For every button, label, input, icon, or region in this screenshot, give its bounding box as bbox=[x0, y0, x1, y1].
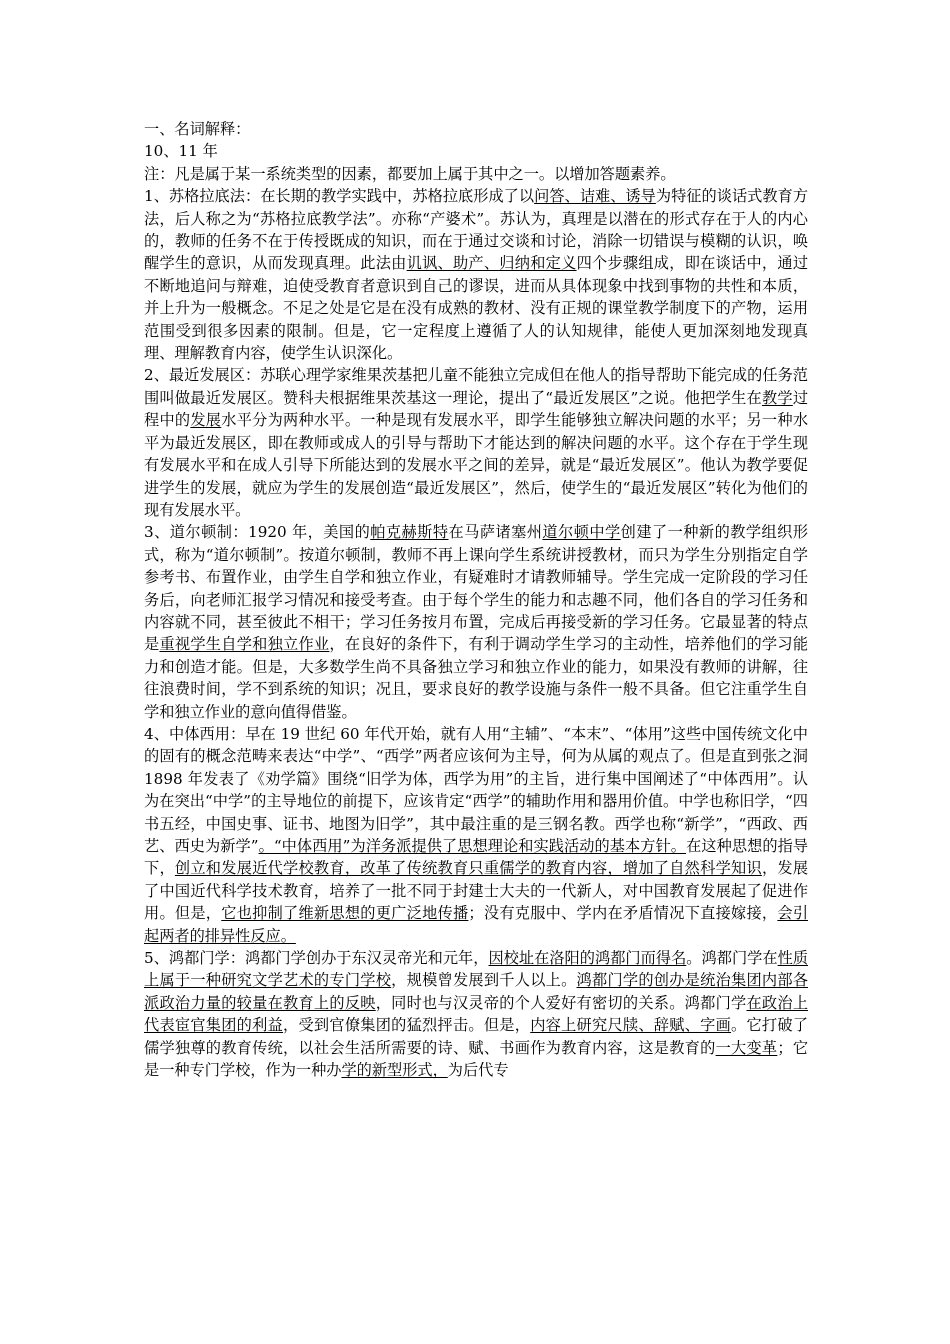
entry-text: ，同时也与汉灵帝的个人爱好有密切的关系。鸿都门学 bbox=[375, 993, 747, 1012]
entry-chinese-learning-as-substance bbox=[144, 723, 808, 947]
entry-text: ；它是一种专门学校，作为一种办 bbox=[144, 1038, 809, 1080]
entry-text: 为后代专 bbox=[447, 1061, 509, 1080]
underlined-text: 性质上属于一种研究文学艺术的专门学校 bbox=[144, 949, 809, 990]
entry-dalton-plan bbox=[144, 521, 808, 723]
underlined-text: 内容上研究尺牍、辞赋、字画 bbox=[530, 1016, 732, 1035]
underlined-text: 帕克赫斯特 bbox=[370, 523, 449, 542]
entry-text: 2、最近发展区：苏联心理学家维果茨基把儿童不能独立完成但在他人的指导帮助下能完成的任务范围叫做最近发展区。赞科夫根据维果茨基这一理论，提出了“最近发展区”之说。他把学生在 bbox=[144, 366, 808, 407]
underlined-text: 会引起两者的排异性反应。 bbox=[144, 904, 809, 945]
document-page bbox=[144, 118, 808, 1081]
entry-text: ，在良好的条件下，有利于调动学生学习的主动性，培养他们的学习能力和创造才能。但是，大多数学生尚不具备独立学习和独立作业的能力，如果没有教师的讲解，往往浪费时间，学不到系统的知识；况且，要求良好的教学设施与条件一般不具备。但它注重学生自学和独立作业的意向值得借鉴。 bbox=[144, 635, 809, 721]
underlined-text: 因校址在洛阳的鸿都门而得名 bbox=[488, 949, 687, 968]
entry-text: 1、苏格拉底法：在长期的教学实践中，苏格拉底形成了以 bbox=[144, 187, 535, 206]
entry-text: 水平分为两种水平。一种是现有发展水平，即学生能够独立解决问题的水平；另一种水平为最近发展区，即在教师或成人的引导与帮助下才能达到的解决问题的水平。这个存在于学生现有发展水平和在成人引导下所能达到的发展水平之间的差异，就是“最近发展区”。他认为教学要促进学生的发展，就应为学生的发展创造“最近发展区”，然后，使学生的“最近发展区”转化为他们的现有发展水平。 bbox=[144, 411, 809, 519]
entry-text: 。鸿都门学在 bbox=[686, 949, 778, 968]
entry-text: 。它打破了儒学独尊的教育传统，以社会生活所需要的诗、赋、书画作为教育内容，这是教育的 bbox=[144, 1016, 809, 1057]
entry-text: ，规模曾发展到千人以上。 bbox=[391, 971, 577, 990]
underlined-text: 讥讽、助产、归纳和定义 bbox=[406, 254, 577, 273]
underlined-text: 。“中体西用”为洋务派提供了思想理论和实践活动的基本方针。 bbox=[258, 837, 687, 855]
entry-text: ，受到官僚集团的猛烈抨击。但是， bbox=[283, 1016, 531, 1035]
entry-text: ；没有克服中、学内在矛盾情况下直接嫁接， bbox=[468, 904, 778, 923]
underlined-text: 教学 bbox=[761, 388, 793, 407]
entry-text: 过程中的 bbox=[144, 388, 809, 430]
entry-text: 为特征的谈话式教育方法，后人称之为“苏格拉底教学法”。亦称“产婆术”。苏认为，真理是以潜在的形式存在于人的内心的，教师的任务不在于传授既成的知识，而在于通过交谈和讨论，消除一切错误与模糊的认识，唤醒学生的意识，从而发现真理。此法由 bbox=[144, 187, 809, 273]
entry-text: ，发展了中国近代科学技术教育，培养了一批不同于封建士大夫的一代新人，对中国教育发展起了促进作用。但是， bbox=[144, 859, 809, 923]
underlined-text: 鸿都门学的创办是统治集团内部各派政治力量的较量在教育上的反映 bbox=[144, 971, 809, 1012]
underlined-text: 创立和发展近代学校教育，改革了传统教育只重儒学的教育内容，增加了自然科学知识 bbox=[174, 859, 762, 878]
underlined-text: 发展 bbox=[190, 411, 222, 430]
years-line: 10、11 年 bbox=[144, 142, 218, 161]
entry-text: 四个步骤组成，即在谈话中，通过不断地追问与辩难，迫使受教育者意识到自己的谬误，进而从具体现象中找到事物的共性和本质，并上升为一般概念。不足之处是它是在没有成熟的教材、没有正规的课堂教学制度下的产物，运用范围受到很多因素的限制。但是，它一定程度上遵循了人的认知规律，能使人更加深刻地发现真理、理解教育内容，使学生认识深化。 bbox=[144, 254, 809, 363]
underlined-text: 问答、诘难、诱导 bbox=[534, 187, 656, 206]
entry-text: 5、鸿都门学：鸿都门学创办于东汉灵帝光和元年， bbox=[144, 949, 489, 968]
entry-text: 3、道尔顿制：1920 年，美国的 bbox=[144, 523, 371, 542]
entry-text: 创建了一种新的教学组织形式，称为“道尔顿制”。按道尔顿制，教师不再上课向学生系统讲授教材，而只为学生分别指定自学参考书、布置作业，由学生自学和独立作业，有疑难时才请教师辅导。学生完成一定阶段的学习任务后，向老师汇报学习情况和接受考查。由于每个学生的能力和志趣不同，他们各自的学习任务和内容就不同，甚至彼此不相干；学习任务按月布置，完成后再接受新的学习任务。它最显著的特点是 bbox=[144, 523, 809, 654]
section-heading: 一、名词解释： bbox=[144, 120, 251, 138]
entry-text: 在马萨诸塞州 bbox=[448, 523, 543, 542]
underlined-text: 一大变革 bbox=[715, 1038, 778, 1057]
entry-text: 4、中体西用：早在 19 世纪 60 年代开始，就有人用“主辅”、“本末”、“体用”这些中国传统文化中的固有的概念范畴来表达“中学”、“西学”两者应该何为主导，何为从属的观点了。但是直到张之洞 1898 年发表了《劝学篇》围绕“旧学为体，西学为用”的主旨，进行集中国阐述了“中体西用”。认为在突出“中学”的主导地位的前提下，应该肯定“西学”的辅助作用和器用价值。中学也称旧学，“四书五经，中国史事、证书、地图为旧学”，其中最注重的是三钢名教。西学也称“新学”，“西政、西艺、西史为新学” bbox=[144, 724, 808, 855]
note-line: 注：凡是属于某一系统类型的因素，都要加上属于其中之一。以增加答题素养。 bbox=[144, 164, 676, 183]
entry-text: 在这种思想的指导下， bbox=[144, 837, 809, 878]
underlined-text: 它也抑制了维新思想的更广泛地传播 bbox=[221, 904, 469, 923]
underlined-text: 学的新型形式， bbox=[341, 1061, 448, 1080]
underlined-text: 在政治上代表宦官集团的利益 bbox=[144, 993, 809, 1035]
entry-socratic-method bbox=[144, 185, 808, 364]
entry-hongdu-gate-school bbox=[144, 947, 808, 1081]
underlined-text: 道尔顿中学 bbox=[542, 523, 621, 542]
underlined-text: 重视学生自学和独立作业 bbox=[159, 635, 330, 654]
entry-zone-of-proximal-development bbox=[144, 364, 808, 521]
